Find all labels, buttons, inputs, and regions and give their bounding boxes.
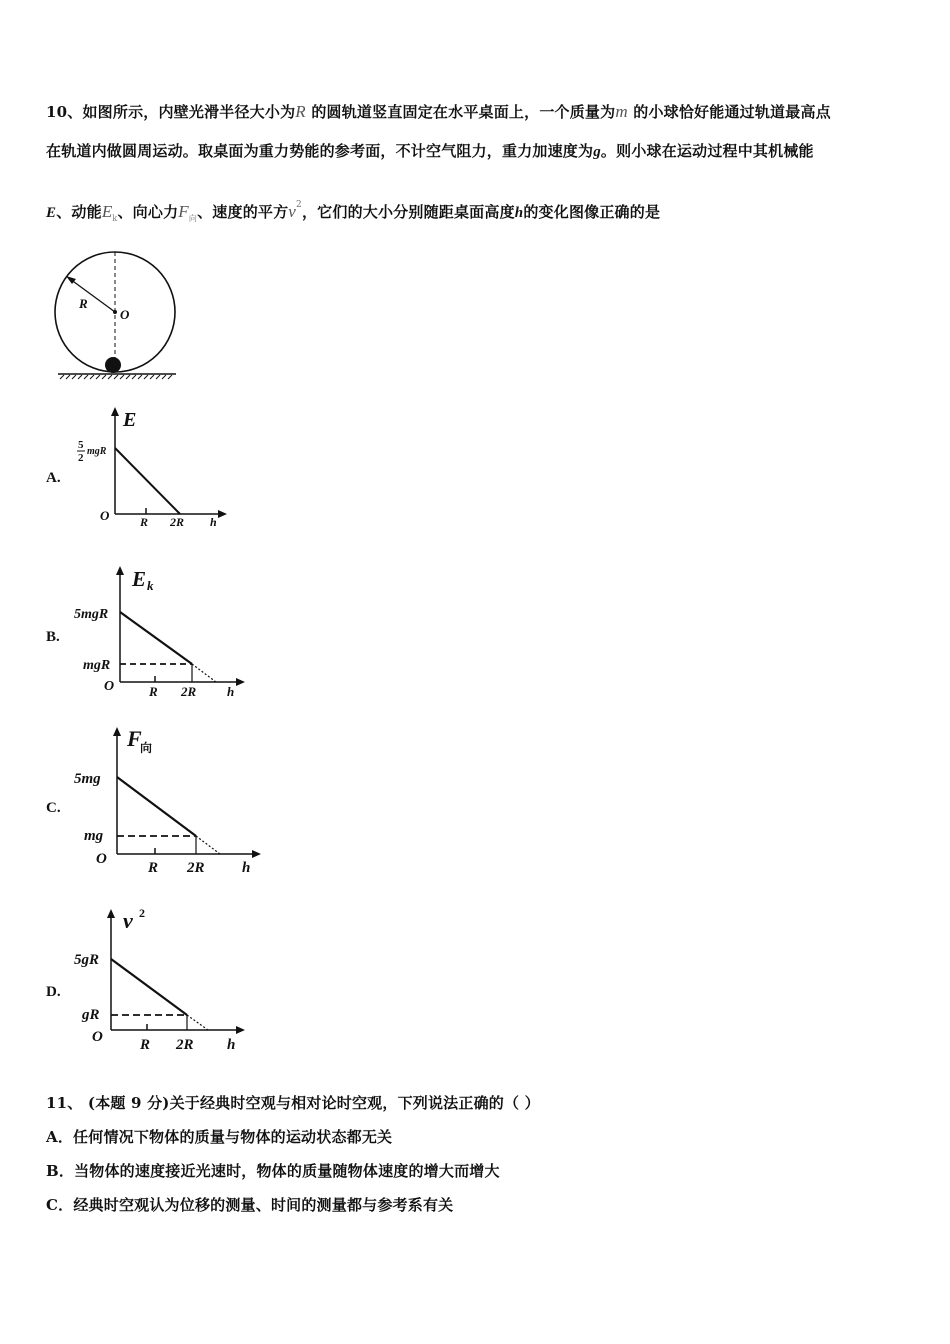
- y-label: v: [123, 908, 133, 933]
- graph-line: [115, 448, 180, 514]
- y-label-sub: k: [147, 578, 154, 593]
- ball: [105, 357, 121, 373]
- q10-text: 的小球恰好能通过轨道最高点: [633, 103, 831, 121]
- q10-text: 、动能: [56, 203, 102, 221]
- option-c-letter[interactable]: C.: [46, 800, 61, 816]
- x-tick-R: R: [140, 515, 149, 529]
- y-top-numerator: 5: [78, 439, 84, 451]
- y-label: E: [123, 409, 137, 431]
- origin-label: O: [104, 679, 115, 694]
- symbol-h: h: [514, 205, 524, 221]
- y-top-denominator: 2: [78, 452, 84, 464]
- graph-line: [120, 612, 192, 664]
- option-c-graph[interactable]: [70, 722, 265, 882]
- x-axis-arrow: [252, 850, 261, 858]
- center-point: [113, 310, 117, 314]
- circular-track-figure: [54, 246, 184, 380]
- radius-label: R: [79, 296, 88, 311]
- q10-text: 、速度的平方: [197, 203, 289, 221]
- origin-label: O: [96, 851, 107, 867]
- q10-text: 的变化图像正确的是: [523, 203, 661, 221]
- y-label: F: [127, 726, 142, 751]
- graph-line: [117, 777, 196, 836]
- x-tick-2R: 2R: [181, 684, 197, 699]
- x-tick-2R: 2R: [187, 860, 205, 876]
- x-label: h: [242, 860, 251, 876]
- option-b-graph[interactable]: [70, 562, 250, 702]
- symbol-v: v: [288, 202, 297, 221]
- q11-option-b[interactable]: B．当物体的速度接近光速时，物体的质量随物体速度的增大而增大: [46, 1162, 500, 1180]
- origin-label: O: [92, 1029, 103, 1045]
- x-axis-arrow: [236, 1026, 245, 1034]
- q11-option-a[interactable]: A．任何情况下物体的质量与物体的运动状态都无关: [46, 1128, 393, 1146]
- y-axis-arrow: [111, 407, 119, 416]
- y-axis-arrow: [116, 566, 124, 575]
- q10-text: 、向心力: [117, 203, 179, 221]
- x-tick-R: R: [140, 1037, 151, 1053]
- option-b-letter[interactable]: B.: [46, 629, 60, 645]
- option-a-letter[interactable]: A.: [46, 470, 61, 486]
- q10-text: 的圆轨道竖直固定在水平桌面上，一个质量为: [311, 103, 616, 121]
- q10-line2: [46, 140, 814, 161]
- option-d-letter[interactable]: D.: [46, 984, 61, 1000]
- table-hatching: [60, 375, 172, 379]
- x-label: h: [210, 515, 217, 529]
- y-axis-arrow: [113, 727, 121, 736]
- y-axis-arrow: [107, 909, 115, 918]
- symbol-g: g: [593, 144, 601, 160]
- y-low-value: mg: [84, 828, 104, 844]
- x-axis-arrow: [218, 510, 227, 518]
- graph-line-dotted-extension: [196, 836, 220, 854]
- radius-arrow: [70, 279, 115, 312]
- q10-text: ，它们的大小分别随距桌面高度: [301, 203, 515, 221]
- origin-label: O: [100, 508, 110, 523]
- symbol-R: R: [295, 102, 306, 121]
- y-top-value: mgR: [87, 446, 107, 457]
- q10-text: 。则小球在运动过程中其机械能: [600, 142, 814, 160]
- graph-line: [111, 959, 187, 1015]
- x-tick-2R: 2R: [176, 1037, 194, 1053]
- q11-stem: 11、 (本题 9 分)关于经典时空观与相对论时空观，下列说法正确的（ ）: [46, 1094, 540, 1112]
- y-label: E: [132, 567, 147, 591]
- symbol-v-sup: 2: [296, 200, 302, 210]
- symbol-Ek: E: [101, 202, 113, 221]
- symbol-Ek-sub: k: [112, 214, 118, 223]
- graph-line-dotted-extension: [187, 1015, 208, 1030]
- q10-text: 10、如图所示，内壁光滑半径大小为: [46, 103, 296, 121]
- symbol-E: E: [46, 205, 57, 221]
- x-axis-arrow: [236, 678, 245, 686]
- x-tick-2R: 2R: [170, 515, 185, 529]
- x-label: h: [227, 1037, 236, 1053]
- option-a-graph[interactable]: [70, 404, 230, 534]
- q10-line3: [46, 200, 660, 224]
- y-low-value: gR: [82, 1007, 100, 1023]
- y-label-sup: 2: [139, 906, 145, 920]
- y-top-value: 5mgR: [74, 607, 109, 622]
- q10-text: 在轨道内做圆周运动。取桌面为重力势能的参考面，不计空气阻力，重力加速度为: [46, 142, 594, 160]
- y-top-value: 5gR: [74, 952, 100, 968]
- y-label-sub: 向: [140, 741, 153, 755]
- x-label: h: [227, 684, 235, 699]
- x-tick-R: R: [148, 860, 159, 876]
- y-low-value: mgR: [83, 658, 111, 673]
- y-top-value: 5mg: [74, 771, 101, 787]
- symbol-m: m: [615, 102, 628, 121]
- graph-line-dotted-extension: [192, 664, 216, 682]
- symbol-F-sub: 向: [188, 214, 198, 223]
- q10-line1: [46, 101, 831, 122]
- option-d-graph[interactable]: [70, 904, 250, 1056]
- center-label: O: [120, 307, 130, 322]
- x-tick-R: R: [149, 684, 158, 699]
- q11-option-c[interactable]: C．经典时空观认为位移的测量、时间的测量都与参考系有关: [46, 1196, 454, 1214]
- symbol-F: F: [178, 202, 189, 221]
